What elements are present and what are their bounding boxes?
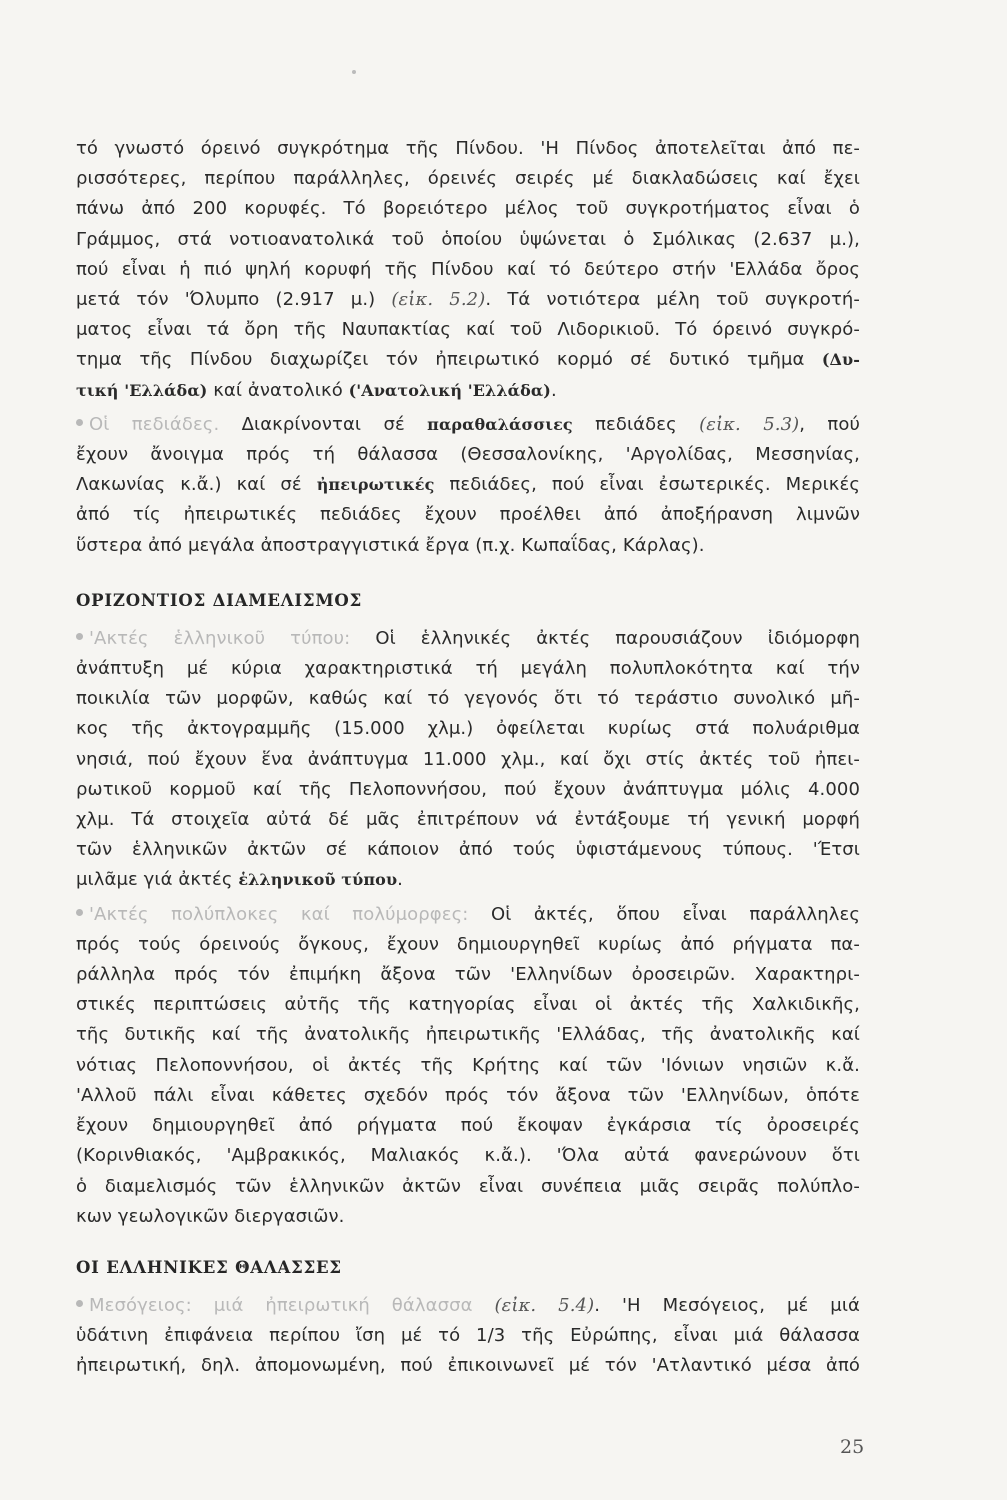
figure-ref: (εἰκ. 5.4) [472, 1294, 595, 1316]
text-run: Οἱ ἀκτές, ὅπου εἶναι παράλληλες [468, 903, 860, 925]
text-line: ὕστερα ἀπό μεγάλα ἀποστραγγιστικά ἔργα (π.χ. Κωπαΐδας, Κάρλας). [76, 534, 705, 556]
text-line [76, 470, 860, 500]
page-number: 25 [840, 1436, 865, 1458]
paragraph-pindos [76, 134, 860, 406]
section-heading: ΟΡΙΖΟΝΤΙΟΣ ΔΙΑΜΕΛΙΣΜΟΣ [76, 590, 363, 610]
text-run: Διακρίνονται σέ [219, 413, 428, 435]
lead-heading: 'Ακτές ἑλληνικοῦ τύπου: [89, 627, 351, 649]
text-line: στικές περιπτώσεις αὐτῆς τῆς κατηγορίας εἶναι οἱ ἀκτές τῆς Χαλκιδικῆς, [76, 994, 860, 1016]
text-line: ἠπειρωτική, δηλ. ἀπομονωμένη, πού ἐπικοινωνεῖ μέ τόν 'Ατλαντικό μέσα ἀπό [76, 1355, 860, 1377]
text-line: (Κορινθιακός, 'Αμβρακικός, Μαλιακός κ.ἄ.). 'Όλα αὐτά φανερώνουν ὅτι [76, 1145, 860, 1167]
text-line: Γράμμος, στά νοτιοανατολικά τοῦ ὁποίου ὑψώνεται ὁ Σμόλικας (2.637 μ.), [76, 228, 860, 250]
text-run: . [550, 379, 557, 401]
page-body [76, 134, 860, 1394]
text-run: . [397, 869, 403, 891]
section-heading: ΟΙ ΕΛΛΗΝΙΚΕΣ ΘΑΛΑΣΣΕΣ [76, 1257, 342, 1277]
text-run: τημα τῆς Πίνδου διαχωρίζει τόν ἠπειρωτικό κορμό σέ δυτικό τμῆμα [76, 349, 822, 371]
bullet-icon [76, 633, 83, 640]
text-line: πάνω ἀπό 200 κορυφές. Τό βορειότερο μέλος τοῦ συγκροτήματος εἶναι ὁ [76, 198, 860, 220]
text-line [76, 900, 860, 930]
text-line: 'Αλλοῦ πάλι εἶναι κάθετες σχεδόν πρός τόν ἄξονα τῶν 'Ελληνίδων, ὁπότε [76, 1084, 860, 1106]
text-line: πού εἶναι ἡ πιό ψηλή κορυφή τῆς Πίνδου καί τό δεύτερο στήν 'Ελλάδα ὄρος [76, 258, 860, 280]
paragraph-pediades [76, 410, 860, 561]
text-line: ρισσότερες, περίπου παράλληλες, όρεινές σειρές μέ διακλαδώσεις καί ἔχει [76, 168, 860, 190]
text-line: τῆς δυτικῆς καί τῆς ἀνατολικῆς ἠπειρωτικῆς 'Ελλάδας, τῆς ἀνατολικῆς καί [76, 1024, 860, 1046]
speck [352, 70, 356, 74]
text-line: ὁ διαμελισμός τῶν ἑλληνικῶν ἀκτῶν εἶναι συνέπεια μιᾶς σειρᾶς πολύπλο- [76, 1175, 860, 1197]
bullet-icon [76, 909, 83, 916]
figure-ref: (εἰκ. 5.3) [699, 413, 800, 435]
text-run: . Τά νοτιότερα μέλη τοῦ συγκροτή- [485, 289, 861, 311]
text-line: χλμ. Τά στοιχεῖα αὐτά δέ μᾶς ἐπιτρέπουν νά ἐντάξουμε τή γενική μορφή [76, 809, 860, 831]
text-line [76, 285, 860, 315]
text-line [76, 624, 860, 654]
text-line: ματος εἶναι τά ὄρη τῆς Ναυπακτίας καί τοῦ Λιδορικιοῦ. Τό όρεινό συγκρό- [76, 319, 860, 341]
lead-heading: 'Ακτές πολύπλοκες καί πολύμορφες: [89, 903, 469, 925]
text-line [76, 345, 860, 375]
text-line [76, 865, 860, 895]
text-run: καί ἀνατολικό [207, 379, 349, 401]
paragraph-aktes-ellinikou-typou [76, 624, 860, 896]
text-line [76, 1291, 860, 1321]
text-line: ρωτικοῦ κορμοῦ καί τῆς Πελοποννήσου, πού ἔχουν ἀνάπτυγμα μόλις 4.000 [76, 778, 860, 800]
bold-term: ('Ανατολική 'Ελλάδα) [348, 380, 551, 400]
text-line [76, 376, 860, 406]
text-run: μιλᾶμε γιά ἀκτές [76, 869, 239, 891]
bold-term: παραθαλάσσιες [427, 414, 573, 434]
figure-ref: (εἰκ. 5.2) [391, 289, 486, 311]
bold-term: (Δυ- [821, 350, 860, 370]
bullet-icon [76, 1300, 83, 1307]
bold-term: τική 'Ελλάδα) [76, 380, 208, 400]
text-line: ἔχουν δημιουργηθεῖ ἀπό ρήγματα πού ἔκοψαν ἐγκάρσια τίς ὀροσειρές [76, 1115, 860, 1137]
text-line: πρός τούς όρεινούς ὄγκους, ἔχουν δημιουργηθεῖ κυρίως ἀπό ρήγματα πα- [76, 933, 860, 955]
text-line: τῶν ἑλληνικῶν ἀκτῶν σέ κάποιον ἀπό τούς ὑφιστάμενους τύπους. 'Έτσι [76, 839, 860, 861]
bullet-icon [76, 419, 83, 426]
text-line: ἀνάπτυξη μέ κύρια χαρακτηριστικά τή μεγάλη πολυπλοκότητα καί τήν [76, 658, 860, 680]
text-line: ράλληλα πρός τόν ἐπιμήκη ἄξονα τῶν 'Ελληνίδων ὀροσειρῶν. Χαρακτηρι- [76, 964, 860, 986]
text-line: ἔχουν ἄνοιγμα πρός τή θάλασσα (Θεσσαλονίκης, 'Αργολίδας, Μεσσηνίας, [76, 444, 860, 466]
text-run: . 'Η Μεσόγειος, μέ μιά [594, 1294, 860, 1316]
text-line: κος τῆς ἀκτογραμμῆς (15.000 χλμ.) ὀφείλεται κυρίως στά πολυάριθμα [76, 718, 860, 740]
text-run: Οἱ ἑλληνικές ἀκτές παρουσιάζουν ἰδιόμορφη [350, 627, 860, 649]
bold-term: ἠπειρωτικές [316, 475, 435, 495]
text-run: πεδιάδες [572, 413, 700, 435]
text-line: κων γεωλογικῶν διεργασιῶν. [76, 1205, 345, 1227]
text-line: τό γνωστό όρεινό συγκρότημα τῆς Πίνδου. 'Η Πίνδος ἀποτελεῖται ἀπό πε- [76, 138, 860, 159]
text-line: ποικιλία τῶν μορφῶν, καθώς καί τό γεγονός ὅτι τό τεράστιο συνολικό μῆ- [76, 688, 860, 710]
text-line: ὑδάτινη ἐπιφάνεια περίπου ἴση μέ τό 1/3 τῆς Εὐρώπης, εἶναι μιά θάλασσα [76, 1325, 860, 1347]
lead-heading: Μεσόγειος: μιά ἠπειρωτική θάλασσα [89, 1294, 473, 1316]
text-line [76, 410, 860, 440]
text-run: , πού [799, 413, 860, 435]
text-run: πεδιάδες, πού εἶναι ἐσωτερικές. Μερικές [434, 474, 860, 496]
text-line: νησιά, πού ἔχουν ἕνα ἀνάπτυγμα 11.000 χλμ., καί ὄχι στίς ἀκτές τοῦ ἠπει- [76, 748, 860, 770]
text-line: νότιας Πελοποννήσου, οἱ ἀκτές τῆς Κρήτης καί τῶν 'Ιόνιων νησιῶν κ.ἄ. [76, 1054, 860, 1076]
text-run: μετά τόν 'Όλυμπο (2.917 μ.) [76, 289, 392, 311]
bold-term: ἑλληνικοῦ τύπου [238, 870, 398, 890]
text-line: ἀπό τίς ἠπειρωτικές πεδιάδες ἔχουν προέλθει ἀπό ἀποξήρανση λιμνῶν [76, 504, 860, 526]
text-run: Λακωνίας κ.ἄ.) καί σέ [76, 474, 317, 496]
paragraph-aktes-polyplokes [76, 900, 860, 1232]
lead-heading: Οἱ πεδιάδες. [89, 413, 220, 435]
paragraph-mesogeios [76, 1291, 860, 1382]
